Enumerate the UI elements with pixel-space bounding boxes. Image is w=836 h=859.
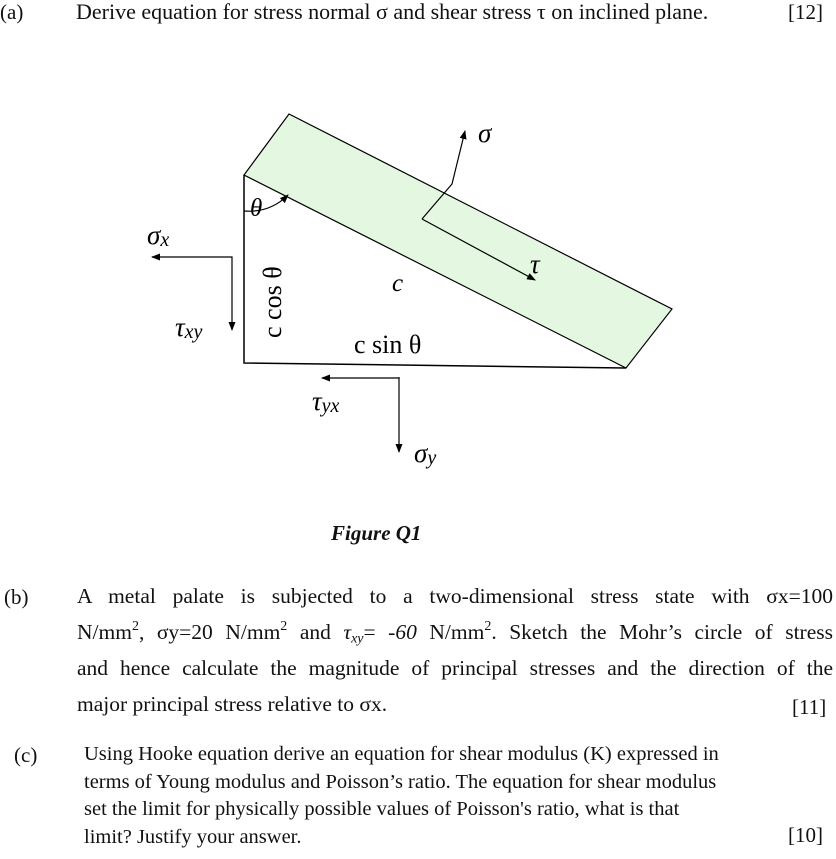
tau-yx-symbol: τ xyxy=(312,386,322,416)
sigma-x-arrow xyxy=(152,257,232,305)
part-b-sigma-y: , σy=20 N/mm xyxy=(138,620,281,644)
sigma-label: σ xyxy=(478,118,492,148)
tau-yx-arrow xyxy=(322,377,399,378)
sigma-y-symbol: σ xyxy=(414,438,428,468)
tau-xy-subscript: xy xyxy=(184,321,203,343)
inclined-plane xyxy=(244,114,672,368)
tau-yx-subscript: yx xyxy=(321,395,340,417)
part-b-equals: = xyxy=(363,620,389,644)
c-cos-theta-label: c cos θ xyxy=(258,266,287,338)
tau-yx-label xyxy=(312,386,340,417)
part-c-text xyxy=(84,741,824,851)
sigma-x-label xyxy=(147,220,169,251)
theta-label: θ xyxy=(250,195,263,222)
part-a-label: (a) xyxy=(0,0,24,24)
part-c-line-4: limit? Justify your answer. xyxy=(84,825,302,848)
part-b-unit-3: N/mm xyxy=(416,620,485,644)
part-b-tau: τ xyxy=(343,620,352,644)
part-a-marks: [12] xyxy=(788,0,823,24)
part-b-and: and xyxy=(287,620,344,644)
tau-xy-label xyxy=(175,312,203,343)
part-c-line-2: terms of Young modulus and Poisson’s ratio. The equation for shear modulus xyxy=(84,770,717,793)
part-b-unit-exp: 2 xyxy=(131,618,139,634)
sigma-x-symbol: σ xyxy=(147,220,161,250)
part-c-marks: [10] xyxy=(788,823,823,847)
tau-xy-symbol: τ xyxy=(175,312,185,342)
part-b-unit-exp-2: 2 xyxy=(280,618,288,634)
c-sin-theta-label: c sin θ xyxy=(354,330,422,359)
part-c-line-1: Using Hooke equation derive an equation for shear modulus (K) expressed in xyxy=(84,743,719,765)
sigma-x-subscript: x xyxy=(160,229,170,251)
part-c-label: (c) xyxy=(14,743,38,767)
part-b-sketch: . Sketch the Mohr’s circle of stress xyxy=(491,620,833,644)
part-b-unit: N/mm xyxy=(77,620,132,644)
part-b-line-4: major principal stress relative to σx. xyxy=(77,692,388,716)
part-b-line-3: and hence calculate the magnitude of principal stresses and the direction of the xyxy=(77,656,833,680)
part-b-tau-value: -60 xyxy=(388,620,417,644)
part-a-text: Derive equation for stress normal σ and shear stress τ on inclined plane. xyxy=(76,0,709,24)
part-b-label: (b) xyxy=(4,585,29,609)
sigma-y-label xyxy=(414,438,436,469)
part-b-line-1: A metal palate is subjected to a two-dimensional stress state with σx=100 xyxy=(77,584,833,608)
part-c-line-3: set the limit for physically possible values of Poisson's ratio, what is that xyxy=(84,798,680,820)
part-b-tau-sub: xy xyxy=(351,631,364,647)
part-b-unit-exp-3: 2 xyxy=(484,618,492,634)
sigma-y-subscript: y xyxy=(427,447,437,469)
tau-label: τ xyxy=(530,249,540,279)
c-label: c xyxy=(392,270,404,297)
part-b-marks: [11] xyxy=(792,695,827,719)
part-b-text xyxy=(77,578,833,722)
figure-caption: Figure Q1 xyxy=(331,521,422,545)
part-b-line-2 xyxy=(77,614,833,650)
